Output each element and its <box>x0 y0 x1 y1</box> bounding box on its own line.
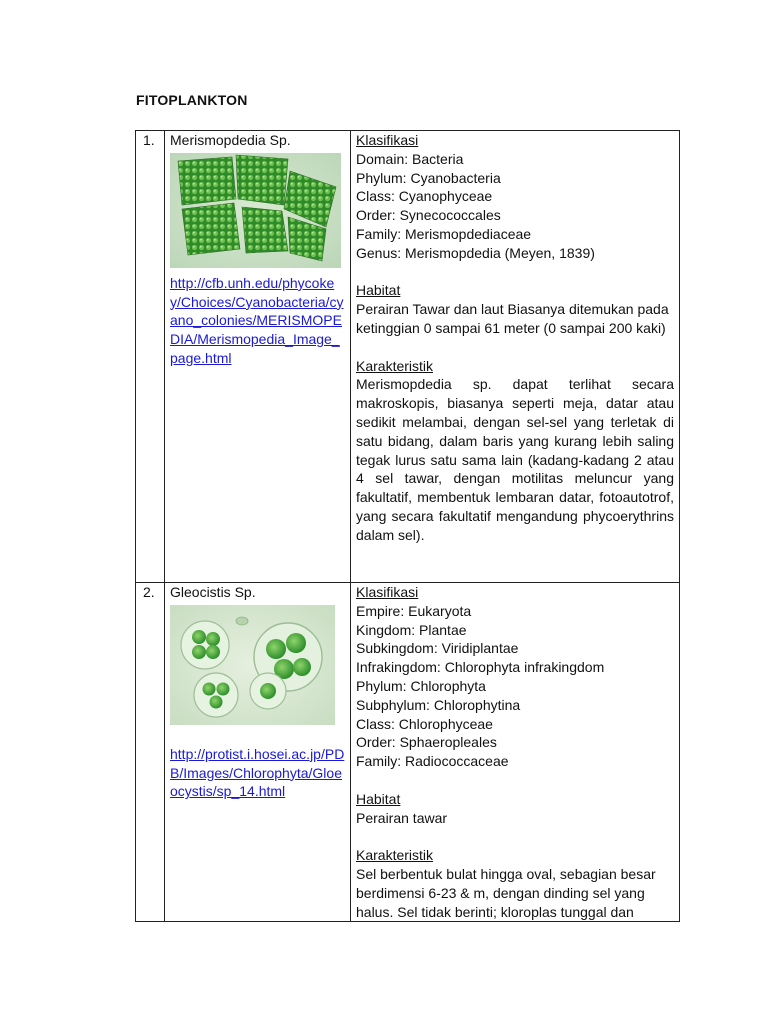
klasifikasi-line: Genus: Merismopdedia (Meyen, 1839) <box>356 244 595 261</box>
species-cell <box>165 131 351 583</box>
row-number: 2. <box>136 583 165 922</box>
klasifikasi-line: Subphylum: Chlorophytina <box>356 696 521 713</box>
klasifikasi-heading: Klasifikasi <box>356 132 419 148</box>
klasifikasi-line: Family: Merismopdediaceae <box>356 225 532 242</box>
klasifikasi-heading: Klasifikasi <box>356 584 419 600</box>
klasifikasi-line: Phylum: Cyanobacteria <box>356 169 501 186</box>
species-name: Gleocistis Sp. <box>170 584 256 600</box>
description-cell <box>351 583 680 922</box>
klasifikasi-line: Phylum: Chlorophyta <box>356 677 486 694</box>
klasifikasi-line: Order: Synecococcales <box>356 207 501 224</box>
source-link[interactable]: http://protist.i.hosei.ac.jp/PDB/Images/Chlorophyta/Gloeocystis/sp_14.html <box>170 745 345 800</box>
karakteristik-heading: Karakteristik <box>356 357 434 374</box>
description-cell <box>351 131 680 583</box>
source-link[interactable]: http://cfb.unh.edu/phycokey/Choices/Cyanobacteria/cyano_colonies/MERISMOPEDIA/Merismopedia_Image_page.html <box>170 274 344 366</box>
species-cell <box>165 583 351 922</box>
row-number: 1. <box>136 131 165 583</box>
klasifikasi-line: Infrakingdom: Chlorophyta infrakingdom <box>356 659 605 676</box>
habitat-heading: Habitat <box>356 282 401 299</box>
habitat-text: Perairan tawar <box>356 809 448 826</box>
merismopedia-photo <box>170 153 341 268</box>
karakteristik-text: Merismopdedia sp. dapat terlihat secara makroskopis, biasanya seperti meja, datar atau sedikit melambai, dengan sel-sel yang terletak di satu bidang, dalam baris yang kurang lebih saling tegak lurus satu sama lain (kadang-kadang 2 atau 4 sel tawar, dengan motilitas meluncur yang fakultatif, membentuk lembaran datar, fotoautotrof, yang secara fakultatif mengandung phycoerythrins dalam sel). <box>356 376 674 543</box>
klasifikasi-line: Subkingdom: Viridiplantae <box>356 640 519 657</box>
page-title: FITOPLANKTON <box>136 92 248 108</box>
habitat-text: Perairan Tawar dan laut Biasanya ditemukan pada ketinggian 0 sampai 61 meter (0 sampai 200 kaki) <box>356 301 669 336</box>
table-row <box>136 131 680 583</box>
klasifikasi-line: Class: Chlorophyceae <box>356 715 493 732</box>
klasifikasi-line: Empire: Eukaryota <box>356 602 472 619</box>
gleocystis-photo <box>170 605 335 725</box>
habitat-heading: Habitat <box>356 790 401 807</box>
table-row <box>136 583 680 922</box>
klasifikasi-line: Kingdom: Plantae <box>356 621 467 638</box>
species-table <box>135 130 680 922</box>
klasifikasi-line: Class: Cyanophyceae <box>356 188 493 205</box>
klasifikasi-line: Family: Radiococcaceae <box>356 753 509 770</box>
species-name: Merismopdedia Sp. <box>170 132 291 148</box>
karakteristik-heading: Karakteristik <box>356 847 434 864</box>
klasifikasi-line: Domain: Bacteria <box>356 150 464 167</box>
karakteristik-text: Sel berbentuk bulat hingga oval, sebagian besar berdimensi 6-23 & m, dengan dinding sel yang halus. Sel tidak berinti; kloroplas tunggal dan <box>356 865 656 920</box>
klasifikasi-line: Order: Sphaeropleales <box>356 734 497 751</box>
